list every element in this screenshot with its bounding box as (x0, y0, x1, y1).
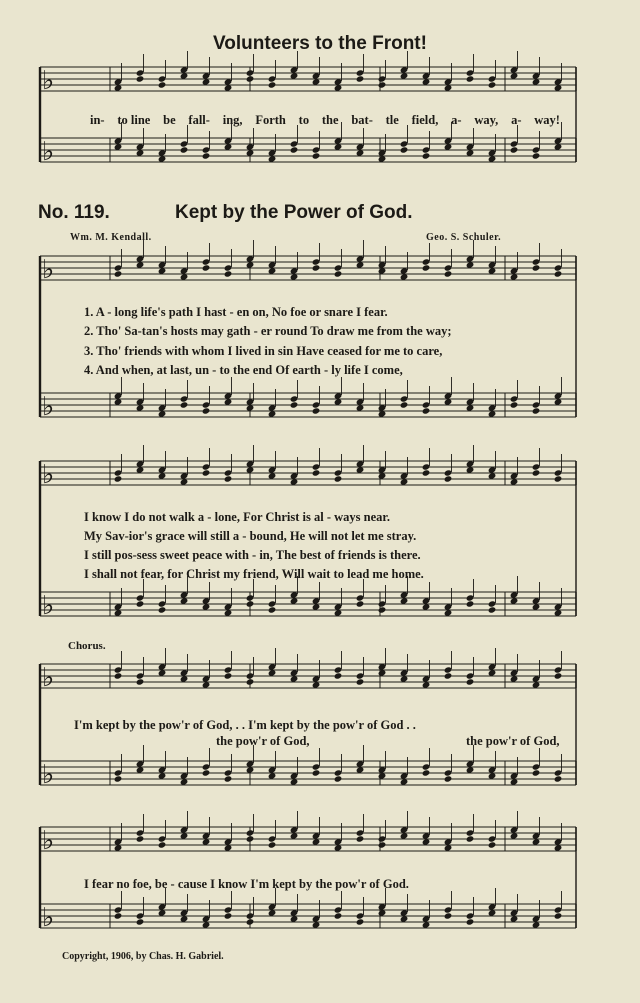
top-lyric-word: fall- (188, 113, 210, 127)
verse-line: 3. Tho' friends with whom I lived in sin Have ceased for me to care, (84, 344, 443, 358)
hymn-title: Kept by the Power of God. (175, 202, 413, 223)
hymn-number: No. 119. (38, 202, 110, 223)
copyright: Copyright, 1906, by Chas. H. Gabriel. (62, 951, 224, 962)
svg-text:♭: ♭ (42, 903, 55, 933)
verse-line: My Sav-ior's grace will still a - bound, He will not let me stray. (84, 529, 417, 543)
svg-text:♭: ♭ (42, 255, 55, 285)
svg-text:♭: ♭ (42, 591, 55, 621)
chorus-line: I fear no foe, be - cause I know I'm kept by the pow'r of God. (84, 877, 409, 891)
top-lyric-word: way! (534, 113, 560, 127)
top-lyric-word: be (163, 113, 176, 127)
chorus-line: I'm kept by the pow'r of God, . . I'm kept by the pow'r of God . . (74, 718, 416, 732)
verse-line: I still pos-sess sweet peace with - in, The best of friends is there. (84, 548, 421, 562)
verse-line: 1. A - long life's path I hast - en on, No foe or snare I fear. (84, 305, 388, 319)
svg-text:♭: ♭ (42, 826, 55, 856)
top-lyric-word: Forth (255, 113, 286, 127)
top-hymn-title: Volunteers to the Front! (213, 33, 427, 54)
svg-text:♭: ♭ (42, 392, 55, 422)
chorus-bass-lyric: the pow'r of God, (466, 734, 560, 748)
svg-text:♭: ♭ (42, 460, 55, 490)
top-lyric-word: bat- (351, 113, 373, 127)
svg-text:♭: ♭ (42, 66, 55, 96)
chorus-label: Chorus. (68, 640, 106, 652)
svg-text:♭: ♭ (42, 663, 55, 693)
top-lyric-word: a- (511, 113, 522, 127)
top-lyric-word: way, (474, 113, 499, 127)
verse-line: 4. And when, at last, un - to the end Of earth - ly life I come, (84, 363, 403, 377)
top-lyric-word: to (298, 113, 310, 127)
verse-line: I know I do not walk a - lone, For Christ is al - ways near. (84, 510, 390, 524)
top-lyric-word: the (321, 113, 339, 127)
top-lyric-word: in- (90, 113, 105, 127)
lyricist: Wm. M. Kendall. (70, 232, 152, 243)
top-lyric-word: to line (117, 113, 151, 127)
top-lyric-word: tle (385, 113, 399, 127)
top-lyric-word: ing, (222, 113, 243, 127)
chorus-bass-lyric: the pow'r of God, (216, 734, 310, 748)
top-lyric-word: field, (411, 113, 439, 127)
verse-line: I shall not fear, for Christ my friend, Will wait to lead me home. (84, 567, 424, 581)
top-lyric-word: a- (451, 113, 462, 127)
composer: Geo. S. Schuler. (426, 232, 502, 243)
svg-text:♭: ♭ (42, 760, 55, 790)
svg-text:♭: ♭ (42, 137, 55, 167)
top-hymn-lyrics (90, 113, 560, 128)
verse-line: 2. Tho' Sa-tan's hosts may gath - er round To draw me from the way; (84, 324, 452, 338)
